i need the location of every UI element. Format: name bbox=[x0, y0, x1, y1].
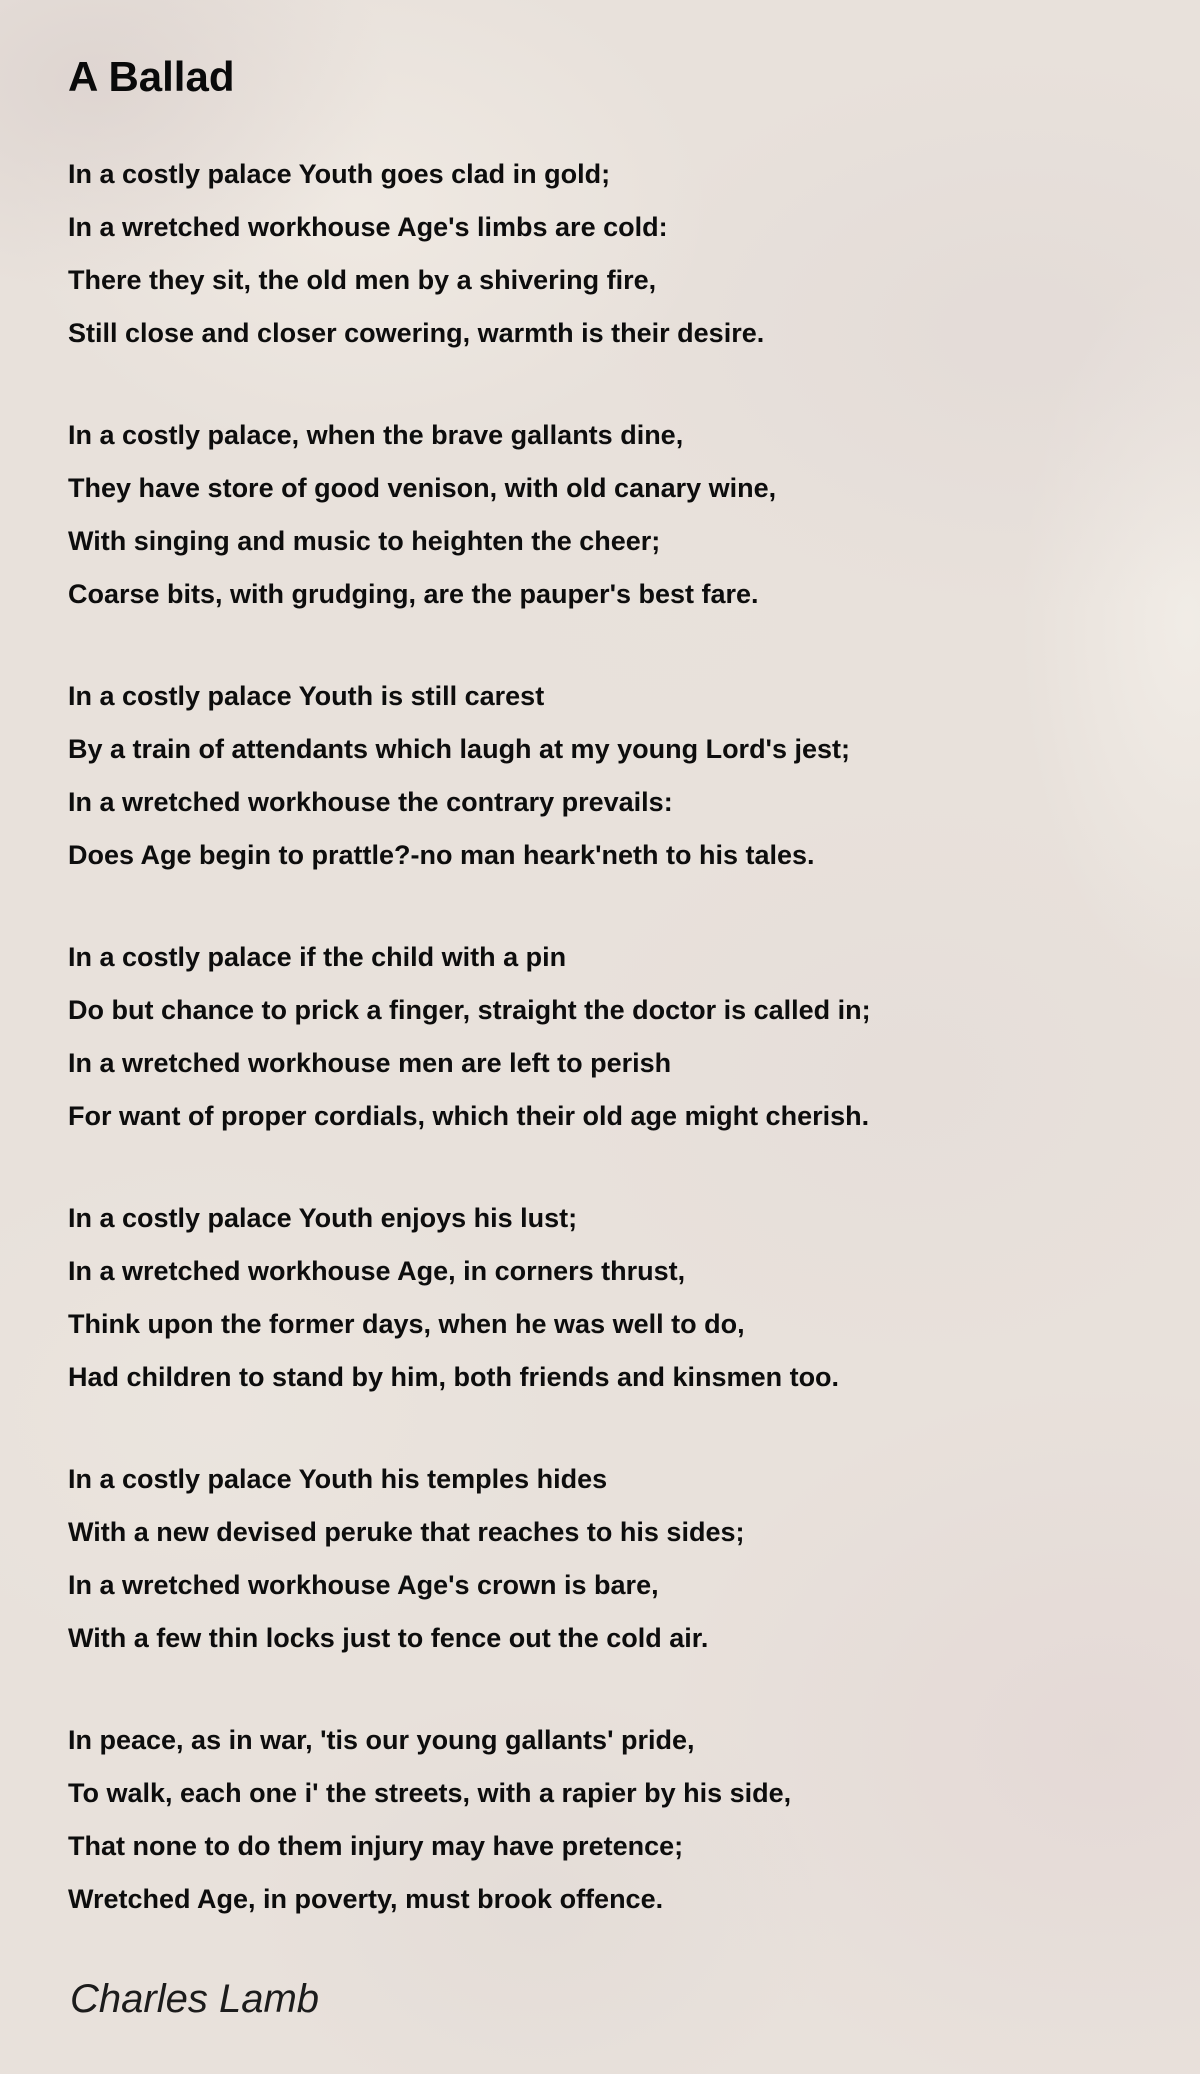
poem-line: That none to do them injury may have pretence; bbox=[68, 1831, 684, 1861]
poem-line: With a few thin locks just to fence out the cold air. bbox=[68, 1623, 709, 1653]
poem-line: In a wretched workhouse men are left to perish bbox=[68, 1048, 672, 1078]
poem-body bbox=[68, 148, 1160, 1926]
poem-line: In peace, as in war, 'tis our young gallants' pride, bbox=[68, 1725, 695, 1755]
poem-line: With singing and music to heighten the cheer; bbox=[68, 526, 661, 556]
poem-line: To walk, each one i' the streets, with a rapier by his side, bbox=[68, 1778, 792, 1808]
poem-line: In a costly palace Youth his temples hides bbox=[68, 1464, 608, 1494]
poem-line: In a costly palace Youth goes clad in gold; bbox=[68, 159, 611, 189]
poem-line: There they sit, the old men by a shivering fire, bbox=[68, 265, 657, 295]
poem-line: In a wretched workhouse Age's crown is bare, bbox=[68, 1570, 659, 1600]
poem-line: Wretched Age, in poverty, must brook offence. bbox=[68, 1884, 664, 1914]
poem-line: Do but chance to prick a finger, straight the doctor is called in; bbox=[68, 995, 871, 1025]
stanza-7 bbox=[68, 1714, 1160, 1926]
stanza-1 bbox=[68, 148, 1160, 360]
poem-line: Coarse bits, with grudging, are the pauper's best fare. bbox=[68, 579, 759, 609]
stanza-6 bbox=[68, 1453, 1160, 1665]
poem-title: A Ballad bbox=[68, 53, 235, 100]
poem-line: Still close and closer cowering, warmth is their desire. bbox=[68, 318, 765, 348]
poem-line: In a wretched workhouse Age's limbs are cold: bbox=[68, 212, 668, 242]
stanza-3 bbox=[68, 670, 1160, 882]
poem-line: Think upon the former days, when he was well to do, bbox=[68, 1309, 745, 1339]
stanza-2 bbox=[68, 409, 1160, 621]
poem-line: Does Age begin to prattle?-no man heark'neth to his tales. bbox=[68, 840, 815, 870]
poem-line: In a costly palace if the child with a pin bbox=[68, 942, 567, 972]
poem-line: In a wretched workhouse the contrary prevails: bbox=[68, 787, 673, 817]
poem-line: With a new devised peruke that reaches to his sides; bbox=[68, 1517, 745, 1547]
poem-line: In a costly palace, when the brave gallants dine, bbox=[68, 420, 684, 450]
poem-line: They have store of good venison, with old canary wine, bbox=[68, 473, 777, 503]
stanza-4 bbox=[68, 931, 1160, 1143]
poem-author-signature: Charles Lamb bbox=[70, 1977, 320, 2021]
poem-line: In a costly palace Youth is still carest bbox=[68, 681, 545, 711]
poem-line: By a train of attendants which laugh at my young Lord's jest; bbox=[68, 734, 851, 764]
poem-line: In a wretched workhouse Age, in corners thrust, bbox=[68, 1256, 686, 1286]
poem-line: In a costly palace Youth enjoys his lust; bbox=[68, 1203, 578, 1233]
stanza-5 bbox=[68, 1192, 1160, 1404]
poem-line: Had children to stand by him, both friends and kinsmen too. bbox=[68, 1362, 840, 1392]
poem-line: For want of proper cordials, which their old age might cherish. bbox=[68, 1101, 870, 1131]
